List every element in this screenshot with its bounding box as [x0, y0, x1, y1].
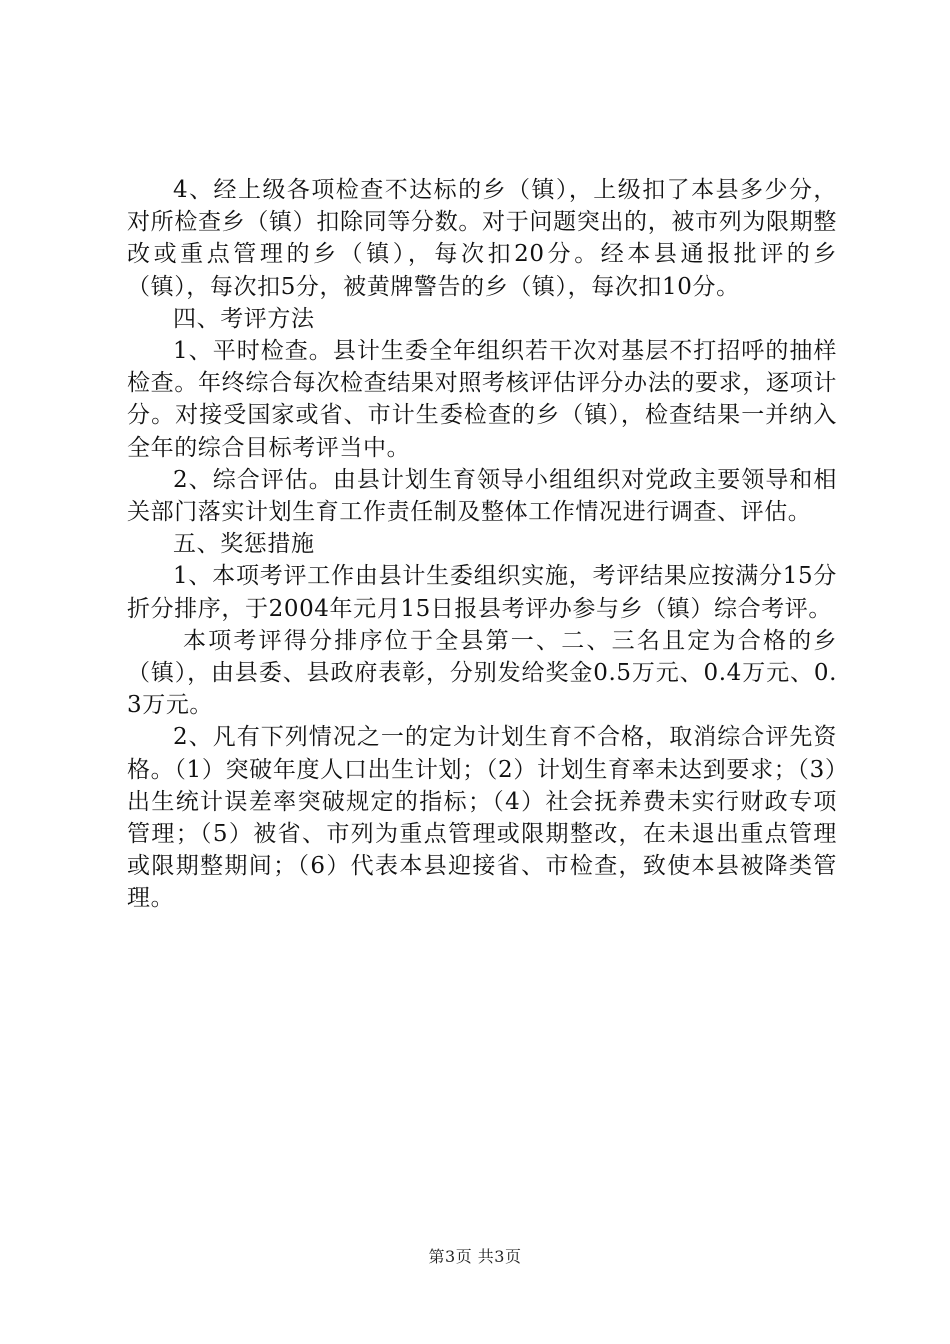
paragraph-comprehensive-assessment: 2、综合评估。由县计划生育领导小组组织对党政主要领导和相关部门落实计划生育工作责任制及整体工作情况进行调查、评估。	[127, 466, 837, 526]
paragraph-deduction-rule-4: 4、经上级各项检查不达标的乡（镇），上级扣了本县多少分，对所检查乡（镇）扣除同等分数。对于问题突出的，被市列为限期整改或重点管理的乡（镇），每次扣20分。经本县通报批评的乡（镇），每次扣5分，被黄牌警告的乡（镇），每次扣10分。	[127, 177, 837, 300]
paragraph-award-ranking: 本项考评得分排序位于全县第一、二、三名且定为合格的乡（镇），由县委、县政府表彰，分别发给奖金0.5万元、0.4万元、0.3万元。	[127, 627, 837, 719]
document-body	[127, 174, 837, 915]
paragraph-disqualification-conditions: 2、凡有下列情况之一的定为计划生育不合格，取消综合评先资格。（1）突破年度人口出生计划；（2）计划生育率未达到要求；（3）出生统计误差率突破规定的指标；（4）社会抚养费未实行财政专项管理；（5）被省、市列为重点管理或限期整改，在未退出重点管理或限期整期间；（6）代表本县迎接省、市检查，致使本县被降类管理。	[127, 724, 837, 912]
section-heading-rewards-penalties: 五、奖惩措施	[173, 531, 315, 558]
page-footer-number: 第3页 共3页	[428, 1247, 522, 1266]
paragraph-routine-inspection: 1、平时检查。县计生委全年组织若干次对基层不打招呼的抽样检查。年终综合每次检查结果对照考核评估评分办法的要求，逐项计分。对接受国家或省、市计生委检查的乡（镇），检查结果一并纳入全年的综合目标考评当中。	[127, 338, 837, 461]
paragraph-evaluation-implementation: 1、本项考评工作由县计生委组织实施，考评结果应按满分15分折分排序，于2004年元月15日报县考评办参与乡（镇）综合考评。	[127, 563, 837, 622]
section-heading-evaluation-method: 四、考评方法	[173, 305, 315, 332]
